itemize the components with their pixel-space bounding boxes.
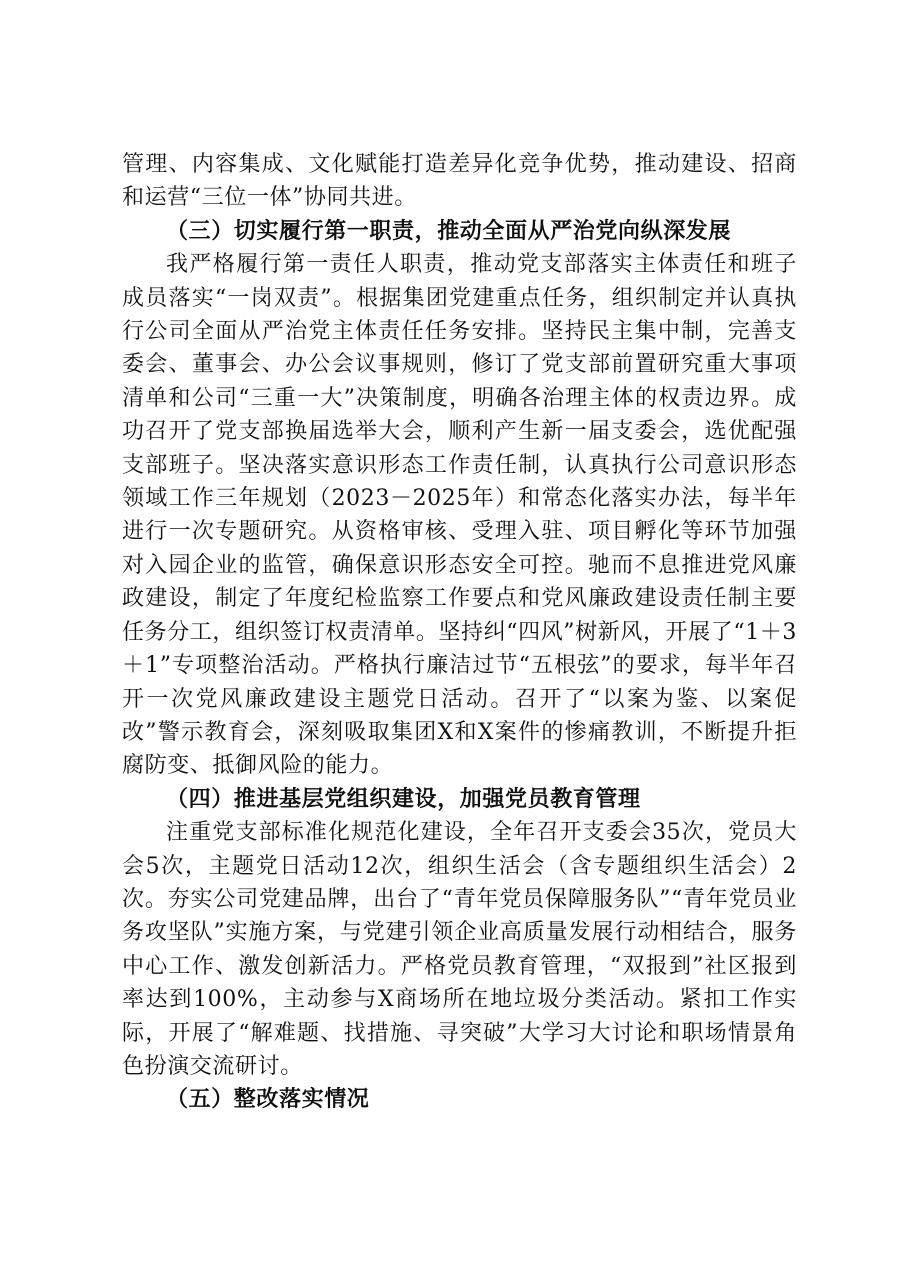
paragraph-intro-continuation: 管理、内容集成、文化赋能打造差异化竞争优势，推动建设、招商和运营“三位一体”协同共进。 — [122, 152, 797, 211]
paragraph-section-3: 我严格履行第一责任人职责，推动党支部落实主体责任和班子成员落实“一岗双责”。根据集团党建重点任务，组织制定并认真执行公司全面从严治党主体责任任务安排。坚持民主集中制，完善支委会、董事会、办公会议事规则，修订了党支部前置研究重大事项清单和公司“三重一大”决策制度，明确各治理主体的权责边界。成功召开了党支部换届选举大会，顺利产生新一届支委会，选优配强支部班子。坚决落实意识形态工作责任制，认真执行公司意识形态领域工作三年规划（2023－2025年）和常态化落实办法，每半年进行一次专题研究。从资格审核、受理入驻、项目孵化等环节加强对入园企业的监管，确保意识形态安全可控。驰而不息推进党风廉政建设，制定了年度纪检监察工作要点和党风廉政建设责任制主要任务分工，组织签订权责清单。坚持纠“四风”树新风，开展了“1＋3＋1”专项整治活动。严格执行廉洁过节“五根弦”的要求，每半年召开一次党风廉政建设主题党日活动。召开了“以案为鉴、以案促改”警示教育会，深刻吸取集团X和X案件的惨痛教训，不断提升拒腐防变、抵御风险的能力。 — [122, 252, 797, 779]
section-heading-5: （五）整改落实情况 — [166, 1086, 370, 1113]
document-page — [122, 148, 797, 1117]
section-heading-4: （四）推进基层党组织建设，加强党员教育管理 — [166, 785, 641, 812]
section-heading-3: （三）切实履行第一职责，推动全面从严治党向纵深发展 — [166, 217, 732, 244]
paragraph-section-4: 注重党支部标准化规范化建设，全年召开支委会35次，党员大会5次，主题党日活动12次，组织生活会（含专题组织生活会）2次。夯实公司党建品牌，出台了“青年党员保障服务队”“青年党员业务攻坚队”实施方案，与党建引领企业高质量发展行动相结合，服务中心工作、激发创新活力。严格党员教育管理，“双报到”社区报到率达到100%，主动参与X商场所在地垃圾分类活动。紧扣工作实际，开展了“解难题、找措施、寻突破”大学习大讨论和职场情景角色扮演交流研讨。 — [122, 820, 797, 1079]
